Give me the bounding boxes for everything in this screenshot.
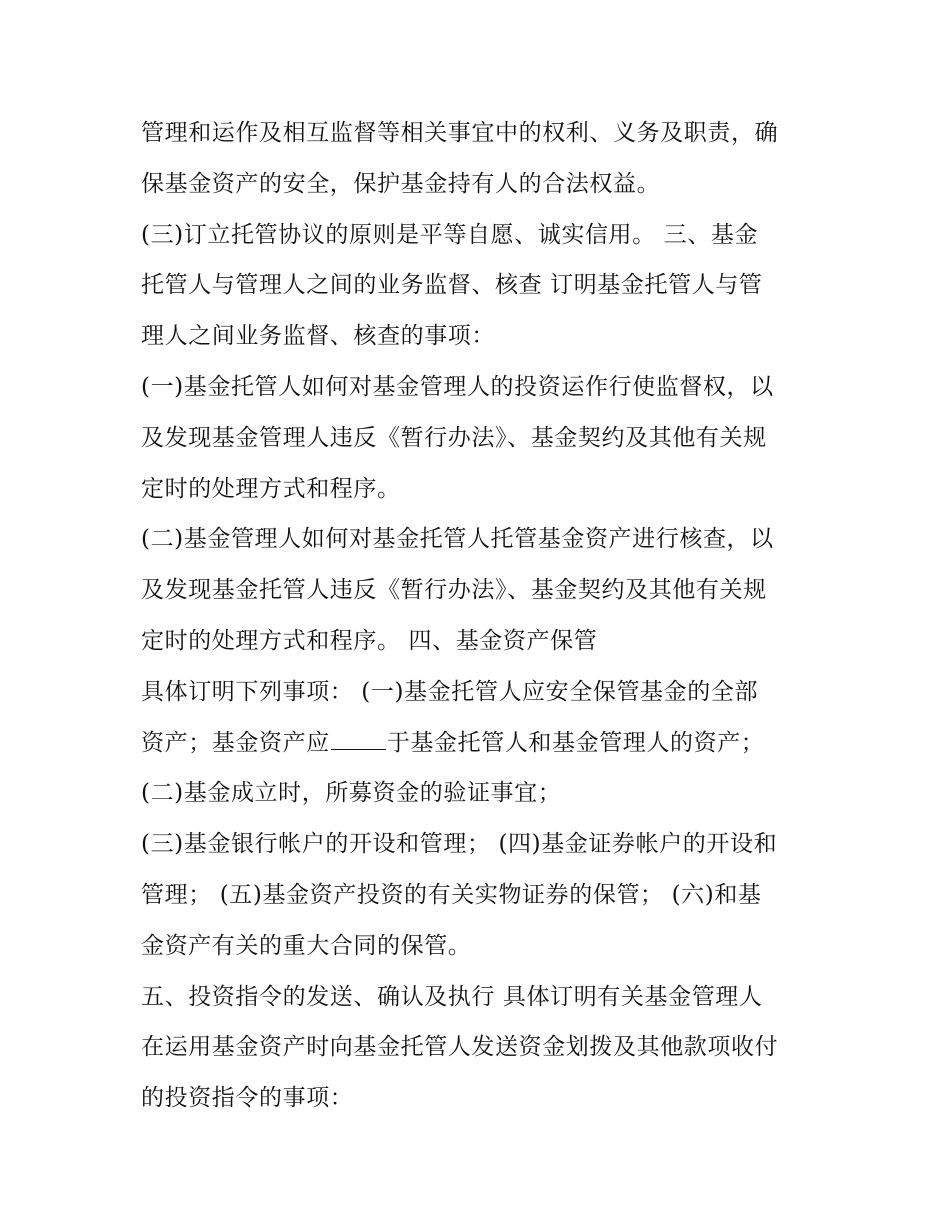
body-line-9: (二)基金管理人如何对基金托管人托管基金资产进行核查，以: [141, 526, 774, 553]
body-line-14: (二)基金成立时，所募资金的验证事宜；: [141, 780, 562, 807]
body-line-1: 管理和运作及相互监督等相关事宜中的权利、义务及职责，确: [141, 120, 779, 146]
body-line-3: (三)订立托管协议的原则是平等自愿、诚实信用。 三、基金: [141, 221, 759, 248]
document-body: [141, 108, 821, 1124]
body-line-16: 管理； (五)基金资产投资的有关实物证券的保管； (六)和基: [141, 881, 762, 908]
body-line-10: 及发现基金托管人违反《暂行办法》、基金契约及其他有关规: [141, 577, 767, 604]
blank-line-before: 资产；基金资产应: [141, 729, 330, 756]
body-line-15: (三)基金银行帐户的开设和管理； (四)基金证券帐户的开设和: [141, 831, 778, 858]
body-line-19: 在运用基金资产时向基金托管人发送资金划拨及其他款项收付: [141, 1034, 779, 1061]
body-line-12: 具体订明下列事项： (一)基金托管人应安全保管基金的全部: [141, 678, 759, 705]
body-line-6: (一)基金托管人如何对基金管理人的投资运作行使监督权，以: [141, 373, 774, 400]
body-line-8: 定时的处理方式和程序。: [141, 475, 401, 502]
blank-line-after: 于基金托管人和基金管理人的资产；: [386, 729, 765, 756]
body-line-20: 的投资指令的事项：: [141, 1085, 354, 1112]
body-line-blank: [141, 718, 821, 769]
body-line-2: 保基金资产的安全，保护基金持有人的合法权益。: [141, 170, 661, 197]
body-line-5: 理人之间业务监督、核查的事项：: [141, 323, 495, 350]
body-line-18: 五、投资指令的发送、确认及执行 具体订明有关基金管理人: [141, 983, 763, 1010]
body-line-4: 托管人与管理人之间的业务监督、核查 订明基金托管人与管: [141, 272, 763, 299]
body-line-7: 及发现基金管理人违反《暂行办法》、基金契约及其他有关规: [141, 424, 767, 451]
body-line-11: 定时的处理方式和程序。 四、基金资产保管: [141, 627, 598, 654]
fill-in-blank: [331, 729, 386, 750]
body-line-17: 金资产有关的重大合同的保管。: [141, 932, 472, 959]
